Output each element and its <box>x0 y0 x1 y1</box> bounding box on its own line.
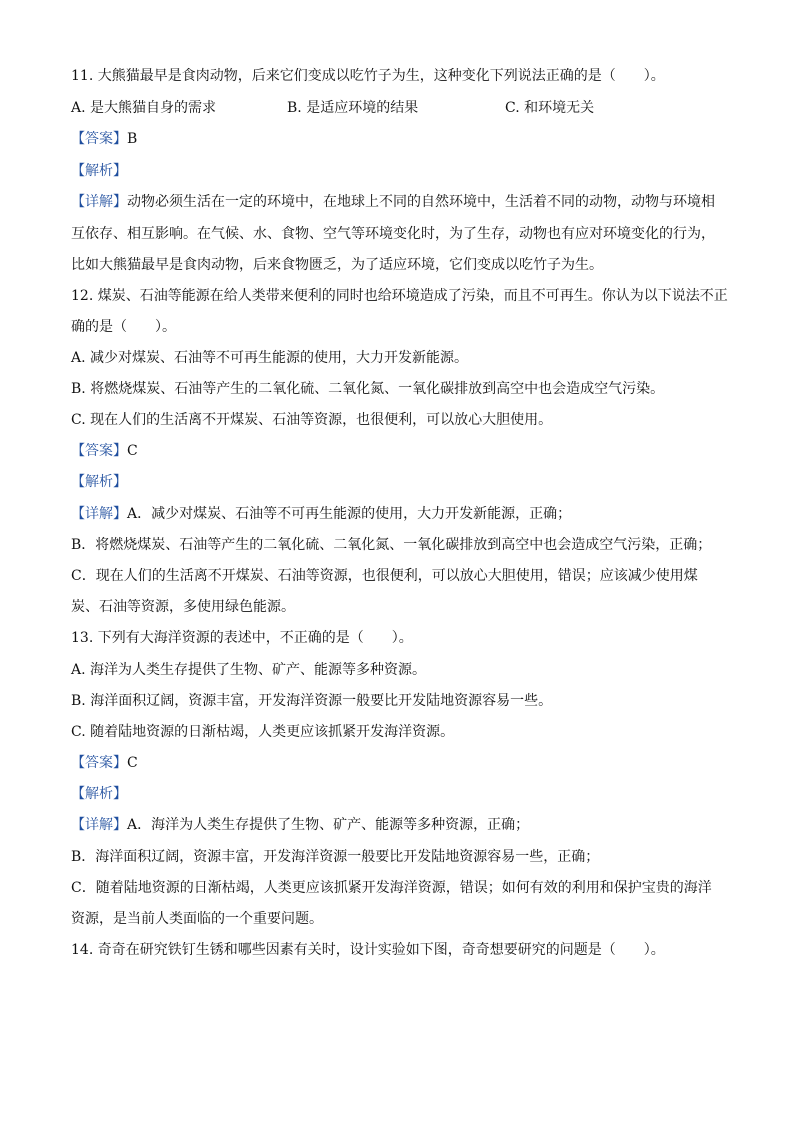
q13-detail-line-2: B．海洋面积辽阔，资源丰富，开发海洋资源一般要比开发陆地资源容易一些，正确； <box>71 849 600 865</box>
q12-stem-line-1: 12. 煤炭、石油等能源在给人类带来便利的同时也给环境造成了污染，而且不可再生。你认为以下说法不正 <box>71 288 728 304</box>
detail-text: A．减少对煤炭、石油等不可再生能源的使用，大力开发新能源，正确； <box>127 506 572 522</box>
q13-detail-line-1 <box>71 815 731 835</box>
q12-detail-line-2: B．将燃烧煤炭、石油等产生的二氧化硫、二氧化氮、一氧化碳排放到高空中也会造成空气污染，正确； <box>71 537 712 553</box>
q11-detail-line-2: 互依存、相互影响。在气候、水、食物、空气等环境变化时，为了生存，动物也有应对环境变化的行为， <box>71 226 715 242</box>
detail-text: A．海洋为人类生存提供了生物、矿产、能源等多种资源，正确； <box>127 817 530 833</box>
q12-detail-line-3: C．现在人们的生活离不开煤炭、石油等资源，也很便利，可以放心大胆使用，错误；应该减少使用煤 <box>71 568 698 584</box>
q13-option-a: A. 海洋为人类生存提供了生物、矿产、能源等多种资源。 <box>71 662 427 678</box>
answer-value: C <box>127 755 138 771</box>
q14-stem: 14. 奇奇在研究铁钉生锈和哪些因素有关时，设计实验如下图，奇奇想要研究的问题是（ ）。 <box>71 942 665 958</box>
answer-value: B <box>127 131 138 147</box>
q11-option-b: B. 是适应环境的结果 <box>287 100 419 116</box>
q12-answer <box>71 441 731 461</box>
q13-answer <box>71 753 731 773</box>
answer-tag: 【答案】 <box>71 443 127 459</box>
q12-detail-line-4: 炭、石油等资源，多使用绿色能源。 <box>71 599 295 615</box>
q11-analysis-tag: 【解析】 <box>71 163 127 179</box>
q13-option-c: C. 随着陆地资源的日渐枯竭，人类更应该抓紧开发海洋资源。 <box>71 724 455 740</box>
q11-option-c: C. 和环境无关 <box>505 100 595 116</box>
q11-detail-line-1 <box>71 192 731 212</box>
q13-detail-line-4: 资源，是当前人类面临的一个重要问题。 <box>71 911 323 927</box>
detail-tag: 【详解】 <box>71 506 127 522</box>
q13-detail-line-3: C．随着陆地资源的日渐枯竭，人类更应该抓紧开发海洋资源，错误；如何有效的利用和保护宝贵的海洋 <box>71 880 712 896</box>
detail-tag: 【详解】 <box>71 817 127 833</box>
q12-analysis-tag: 【解析】 <box>71 474 127 490</box>
q11-option-a: A. 是大熊猫自身的需求 <box>71 100 217 116</box>
answer-value: C <box>127 443 138 459</box>
q12-option-b: B. 将燃烧煤炭、石油等产生的二氧化硫、二氧化氮、一氧化碳排放到高空中也会造成空气污染。 <box>71 381 665 397</box>
q11-answer <box>71 129 731 149</box>
q13-analysis-tag: 【解析】 <box>71 786 127 802</box>
q12-option-c: C. 现在人们的生活离不开煤炭、石油等资源，也很便利，可以放心大胆使用。 <box>71 412 553 428</box>
detail-tag: 【详解】 <box>71 194 127 210</box>
q12-stem-line-2: 确的是（ ）。 <box>71 319 176 335</box>
answer-tag: 【答案】 <box>71 131 127 147</box>
q12-option-a: A. 减少对煤炭、石油等不可再生能源的使用，大力开发新能源。 <box>71 350 469 366</box>
q11-stem: 11. 大熊猫最早是食肉动物，后来它们变成以吃竹子为生，这种变化下列说法正确的是（ ）。 <box>71 68 665 84</box>
answer-tag: 【答案】 <box>71 755 127 771</box>
q13-option-b: B. 海洋面积辽阔，资源丰富，开发海洋资源一般要比开发陆地资源容易一些。 <box>71 693 553 709</box>
q11-detail-line-3: 比如大熊猫最早是食肉动物，后来食物匮乏，为了适应环境，它们变成以吃竹子为生。 <box>71 257 603 273</box>
q12-detail-line-1 <box>71 504 731 524</box>
q13-stem: 13. 下列有大海洋资源的表述中，不正确的是（ ）。 <box>71 630 413 646</box>
detail-text: 动物必须生活在一定的环境中，在地球上不同的自然环境中，生活着不同的动物，动物与环境相 <box>127 194 715 210</box>
